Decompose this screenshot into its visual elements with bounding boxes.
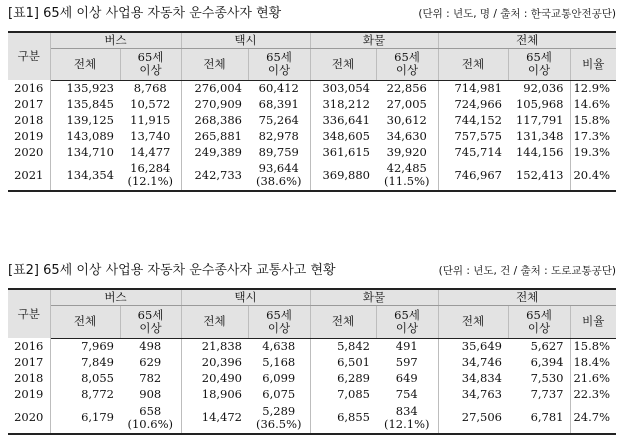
table1-source: (단위 : 년도, 명 / 출처 : 한국교통안전공단) bbox=[418, 8, 616, 20]
table-row: 2019 8,772 908 18,906 6,075 7,085 754 34,763 7,737 22.3% bbox=[8, 386, 616, 402]
table2-subheader-cargo-all: 전체 bbox=[310, 305, 376, 338]
table2-header-gubun: 구분 bbox=[8, 289, 50, 338]
table1-header-cargo: 화물 bbox=[310, 32, 438, 48]
table1-subheader-total-65: 65세 이상 bbox=[508, 48, 570, 80]
table1-subheader-total-all: 전체 bbox=[438, 48, 508, 80]
table2-source: (단위 : 년도, 건 / 출처 : 도로교통공단) bbox=[438, 265, 616, 277]
table1-subheader-bus-all: 전체 bbox=[50, 48, 120, 80]
table1-header-gubun: 구분 bbox=[8, 32, 50, 80]
table2-subheader-total-65: 65세 이상 bbox=[508, 305, 570, 338]
table-row: 2021 134,354 16,284 (12.1%) 242,733 93,644 (38.6%) 369,880 42,485 (11.5%) 746,967 152,413 20.4% bbox=[8, 160, 616, 191]
table-row: 2018 139,125 11,915 268,386 75,264 336,641 30,612 744,152 117,791 15.8% bbox=[8, 112, 616, 128]
table-row: 2017 135,845 10,572 270,909 68,391 318,212 27,005 724,966 105,968 14.6% bbox=[8, 96, 616, 112]
table2-header-bus: 버스 bbox=[50, 289, 181, 305]
table1-title: [표1] 65세 이상 사업용 자동차 운수종사자 현황 bbox=[8, 6, 282, 21]
table1-header-bus: 버스 bbox=[50, 32, 181, 48]
table1-subheader-cargo-65: 65세 이상 bbox=[376, 48, 438, 80]
table1 bbox=[8, 31, 616, 192]
table2 bbox=[8, 288, 616, 435]
table1-subheader-cargo-all: 전체 bbox=[310, 48, 376, 80]
table2-header-taxi: 택시 bbox=[181, 289, 310, 305]
table-row: 2017 7,849 629 20,396 5,168 6,501 597 34,746 6,394 18.4% bbox=[8, 354, 616, 370]
table2-subheader-taxi-65: 65세 이상 bbox=[248, 305, 310, 338]
table1-header-taxi: 택시 bbox=[181, 32, 310, 48]
table1-subheader-taxi-65: 65세 이상 bbox=[248, 48, 310, 80]
table-row: 2020 134,710 14,477 249,389 89,759 361,615 39,920 745,714 144,156 19.3% bbox=[8, 144, 616, 160]
table2-header-total: 전체 bbox=[438, 289, 616, 305]
table1-subheader-taxi-all: 전체 bbox=[181, 48, 248, 80]
table2-subheader-total-all: 전체 bbox=[438, 305, 508, 338]
table2-subheader-cargo-65: 65세 이상 bbox=[376, 305, 438, 338]
table-row: 2016 7,969 498 21,838 4,638 5,842 491 35,649 5,627 15.8% bbox=[8, 338, 616, 354]
table2-header-cargo: 화물 bbox=[310, 289, 438, 305]
table1-caption bbox=[8, 5, 616, 23]
table2-subheader-taxi-all: 전체 bbox=[181, 305, 248, 338]
table-row: 2019 143,089 13,740 265,881 82,978 348,605 34,630 757,575 131,348 17.3% bbox=[8, 128, 616, 144]
table2-caption bbox=[8, 262, 616, 280]
table2-subheader-bus-all: 전체 bbox=[50, 305, 120, 338]
table1-header-total: 전체 bbox=[438, 32, 616, 48]
table2-subheader-bus-65: 65세 이상 bbox=[120, 305, 181, 338]
table-row: 2020 6,179 658 (10.6%) 14,472 5,289 (36.5%) 6,855 834 (12.1%) 27,506 6,781 24.7% bbox=[8, 402, 616, 434]
table1-subheader-bus-65: 65세 이상 bbox=[120, 48, 181, 80]
table-row: 2018 8,055 782 20,490 6,099 6,289 649 34,834 7,530 21.6% bbox=[8, 370, 616, 386]
table1-subheader-ratio: 비율 bbox=[570, 48, 616, 80]
table-row: 2016 135,923 8,768 276,004 60,412 303,054 22,856 714,981 92,036 12.9% bbox=[8, 80, 616, 96]
table2-subheader-ratio: 비율 bbox=[570, 305, 616, 338]
table2-title: [표2] 65세 이상 사업용 자동차 운수종사자 교통사고 현황 bbox=[8, 263, 336, 278]
